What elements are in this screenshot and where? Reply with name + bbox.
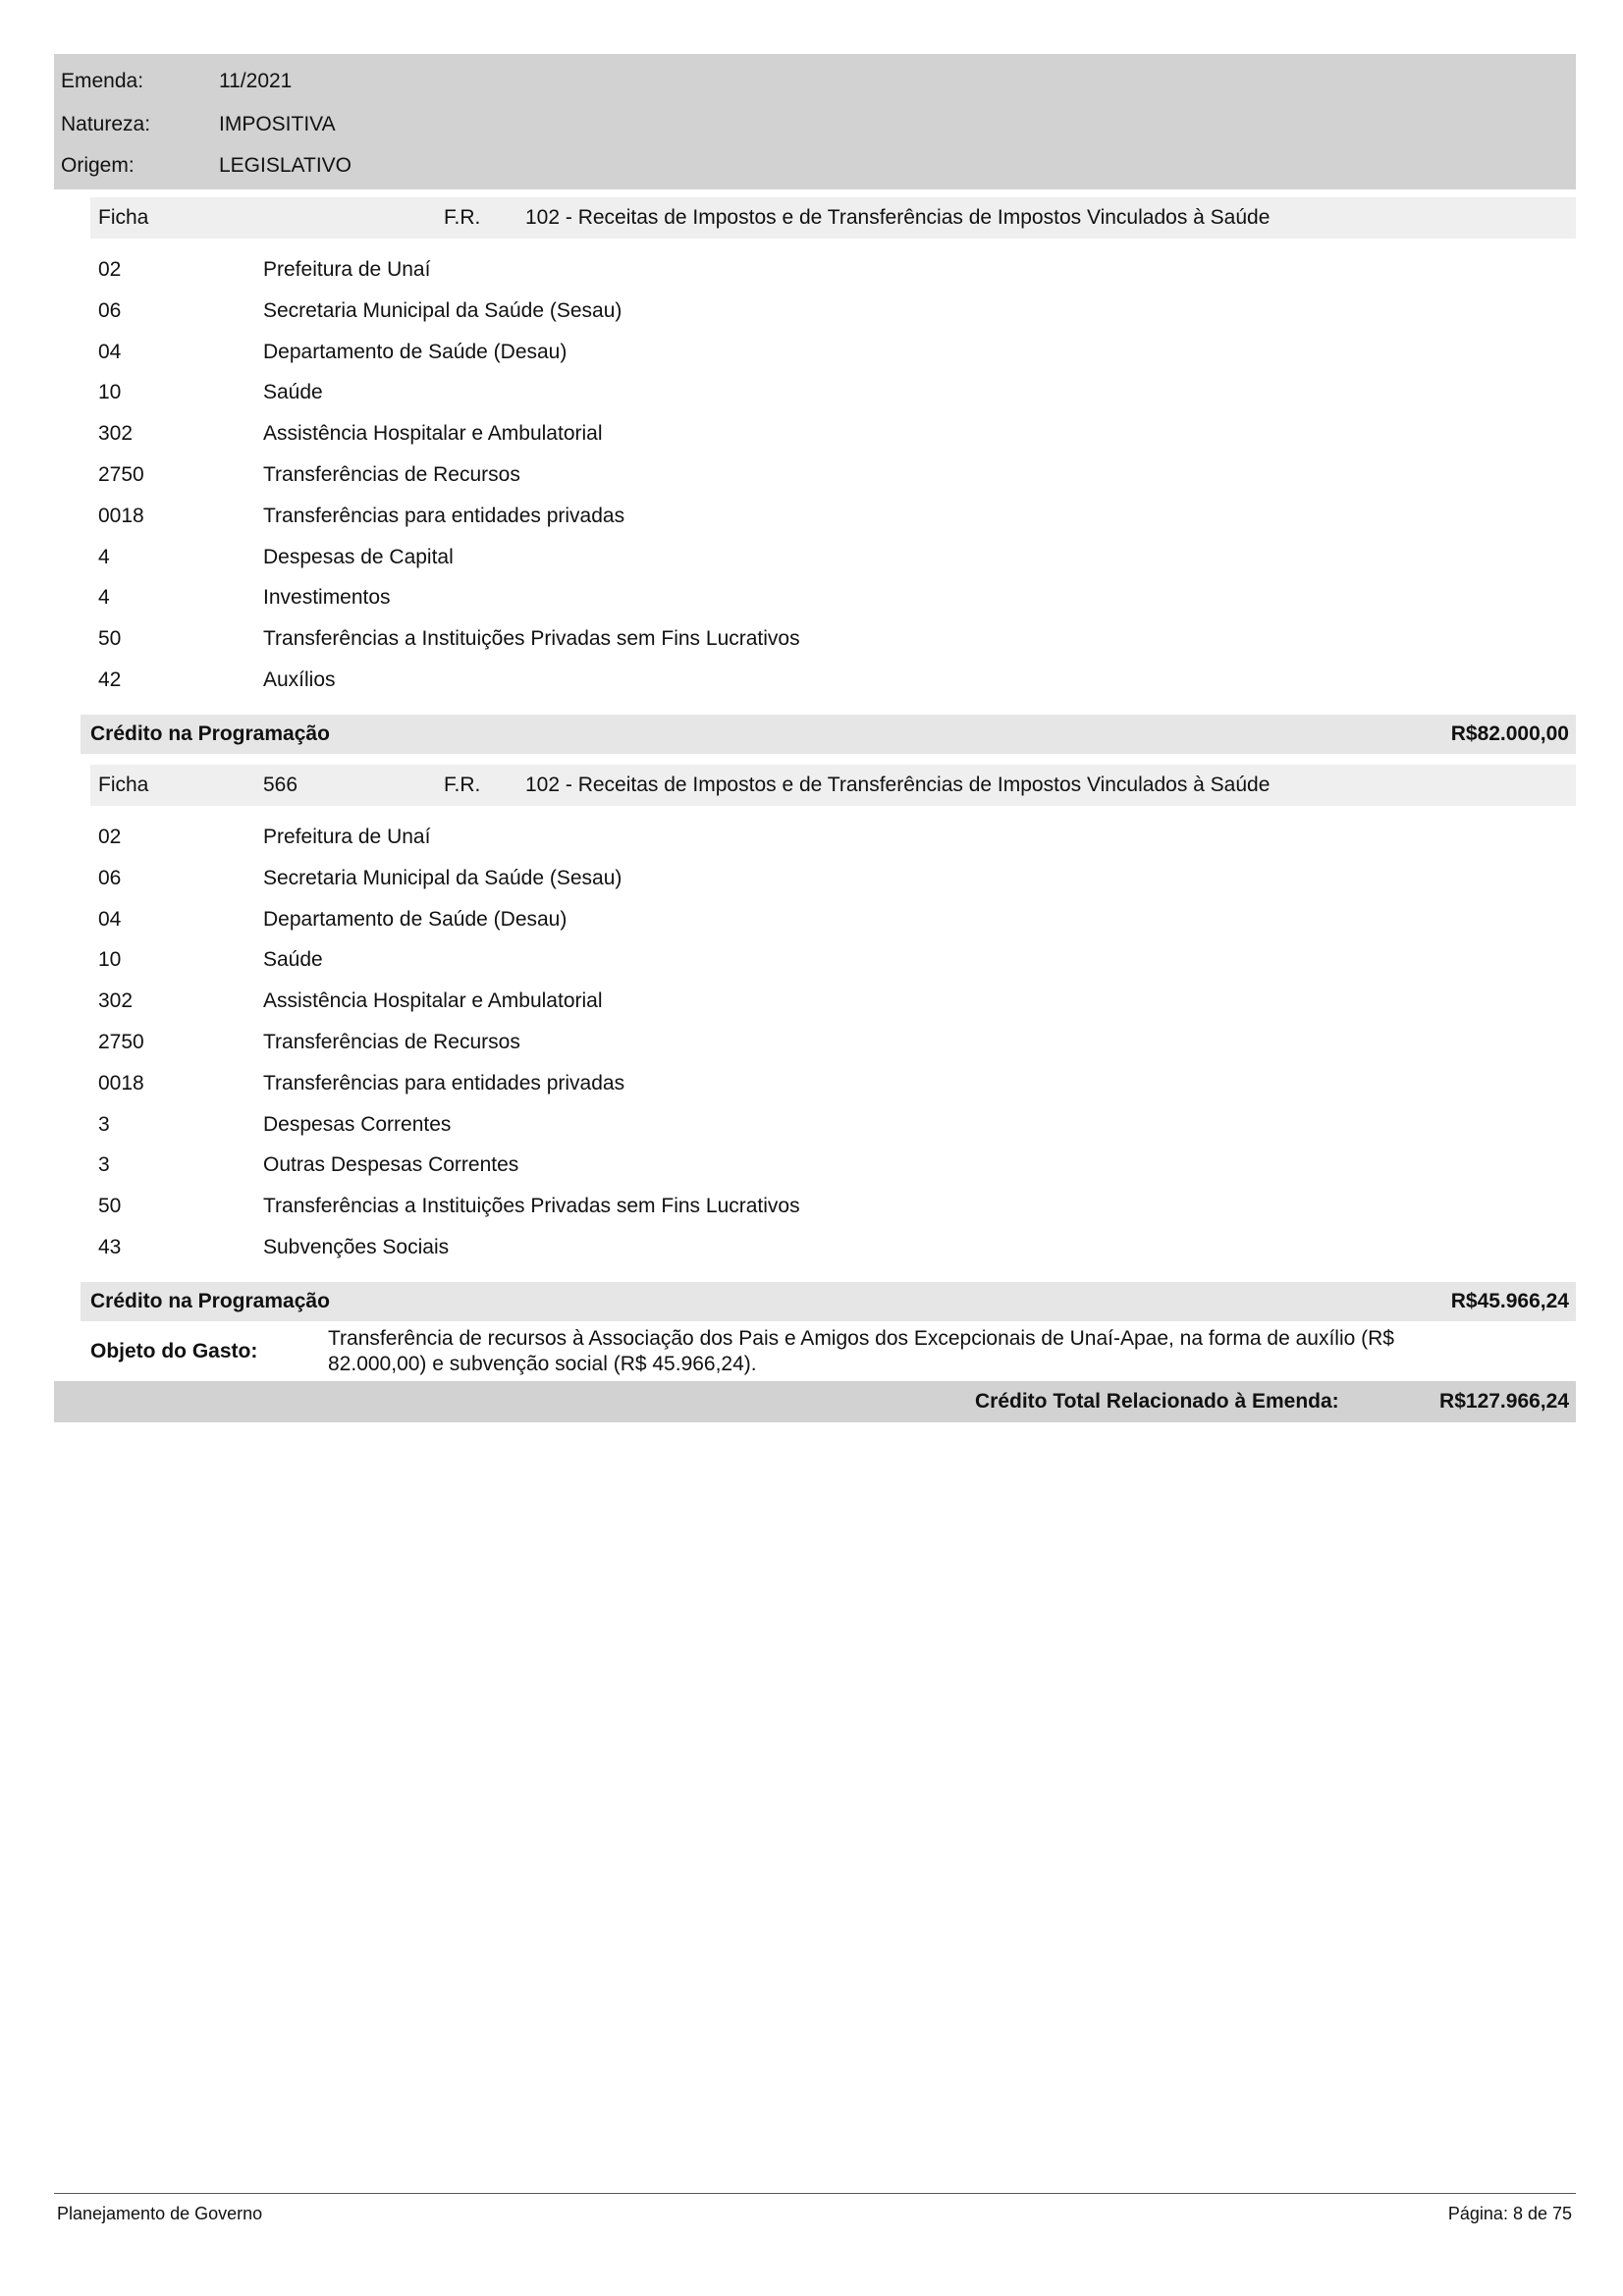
fr-label: F.R. xyxy=(444,774,481,796)
list-item xyxy=(98,899,1473,940)
classification-list xyxy=(98,249,1473,701)
item-code: 2750 xyxy=(98,462,144,486)
fr-value: 102 - Receitas de Impostos e de Transferências de Impostos Vinculados à Saúde xyxy=(525,206,1271,229)
list-item xyxy=(98,1227,1473,1268)
item-code: 06 xyxy=(98,298,122,322)
origem-row xyxy=(61,151,650,181)
credito-programacao-bar xyxy=(81,715,1576,754)
ficha-label: Ficha xyxy=(98,206,149,229)
item-code: 10 xyxy=(98,948,122,972)
list-item xyxy=(98,496,1473,537)
page-number: Página: 8 de 75 xyxy=(1447,2204,1572,2223)
list-item xyxy=(98,577,1473,618)
list-item xyxy=(98,981,1473,1022)
list-item xyxy=(98,1022,1473,1063)
item-desc: Transferências de Recursos xyxy=(263,1030,520,1053)
list-item xyxy=(98,1186,1473,1227)
credito-programacao-bar xyxy=(81,1282,1576,1321)
item-desc: Outras Despesas Correntes xyxy=(263,1153,519,1177)
footer-divider xyxy=(54,2193,1576,2194)
ficha-value: 566 xyxy=(263,774,298,796)
list-item xyxy=(98,332,1473,373)
item-code: 302 xyxy=(98,422,134,446)
list-item xyxy=(98,1063,1473,1104)
list-item xyxy=(98,372,1473,413)
item-code: 42 xyxy=(98,667,122,691)
item-desc: Secretaria Municipal da Saúde (Sesau) xyxy=(263,866,622,889)
emenda-value: 11/2021 xyxy=(219,70,293,92)
objeto-gasto xyxy=(81,1324,1576,1379)
item-desc: Auxílios xyxy=(263,667,336,691)
fr-label: F.R. xyxy=(444,206,481,229)
item-code: 3 xyxy=(98,1153,110,1177)
list-item xyxy=(98,1145,1473,1186)
item-desc: Secretaria Municipal da Saúde (Sesau) xyxy=(263,298,622,322)
ficha-label: Ficha xyxy=(98,774,149,796)
item-code: 04 xyxy=(98,340,122,363)
credito-value: R$82.000,00 xyxy=(1450,722,1569,745)
list-item xyxy=(98,413,1473,454)
credito-value: R$45.966,24 xyxy=(1450,1290,1569,1312)
fr-value: 102 - Receitas de Impostos e de Transferências de Impostos Vinculados à Saúde xyxy=(525,774,1271,796)
origem-label: Origem: xyxy=(61,154,135,177)
origem-value: LEGISLATIVO xyxy=(219,154,352,177)
total-label: Crédito Total Relacionado à Emenda: xyxy=(975,1390,1339,1413)
emenda-header xyxy=(54,54,1576,189)
list-item xyxy=(98,537,1473,578)
item-code: 2750 xyxy=(98,1030,144,1053)
item-desc: Despesas Correntes xyxy=(263,1112,452,1136)
item-code: 02 xyxy=(98,258,122,281)
list-item xyxy=(98,291,1473,332)
list-item xyxy=(98,1104,1473,1146)
item-code: 50 xyxy=(98,627,122,651)
item-code: 02 xyxy=(98,826,122,848)
objeto-text: Transferência de recursos à Associação dos Pais e Amigos dos Excepcionais de Unaí-Apae, na forma de auxílio (R$ 82.000,00) e subvenção social (R$ 45.966,24). xyxy=(328,1327,1394,1375)
item-desc: Assistência Hospitalar e Ambulatorial xyxy=(263,989,603,1013)
emenda-row xyxy=(61,67,650,96)
ficha-bar xyxy=(90,197,1576,239)
total-value: R$127.966,24 xyxy=(1439,1390,1569,1413)
item-desc: Transferências de Recursos xyxy=(263,462,520,486)
item-desc: Departamento de Saúde (Desau) xyxy=(263,340,568,363)
item-desc: Transferências para entidades privadas xyxy=(263,504,625,527)
item-desc: Prefeitura de Unaí xyxy=(263,258,431,281)
item-code: 04 xyxy=(98,907,122,931)
list-item xyxy=(98,454,1473,496)
item-desc: Transferências a Instituições Privadas sem Fins Lucrativos xyxy=(263,627,800,651)
item-desc: Departamento de Saúde (Desau) xyxy=(263,907,568,931)
credito-label: Crédito na Programação xyxy=(90,722,330,745)
list-item xyxy=(98,249,1473,291)
item-desc: Prefeitura de Unaí xyxy=(263,826,431,848)
ficha-bar xyxy=(90,765,1576,806)
list-item xyxy=(98,817,1473,858)
objeto-label: Objeto do Gasto: xyxy=(90,1340,258,1362)
item-code: 4 xyxy=(98,545,110,568)
list-item xyxy=(98,858,1473,899)
item-desc: Despesas de Capital xyxy=(263,545,454,568)
item-desc: Saúde xyxy=(263,948,323,972)
list-item xyxy=(98,618,1473,660)
list-item xyxy=(98,939,1473,981)
item-code: 4 xyxy=(98,586,110,610)
item-code: 3 xyxy=(98,1112,110,1136)
classification-list xyxy=(98,817,1473,1268)
natureza-row xyxy=(61,110,650,139)
item-code: 0018 xyxy=(98,504,144,527)
credito-label: Crédito na Programação xyxy=(90,1290,330,1312)
list-item xyxy=(98,660,1473,701)
item-desc: Transferências para entidades privadas xyxy=(263,1071,625,1095)
item-desc: Subvenções Sociais xyxy=(263,1235,450,1258)
item-desc: Assistência Hospitalar e Ambulatorial xyxy=(263,422,603,446)
item-code: 302 xyxy=(98,989,134,1013)
item-code: 50 xyxy=(98,1195,122,1218)
item-code: 06 xyxy=(98,866,122,889)
item-desc: Investimentos xyxy=(263,586,391,610)
emenda-label: Emenda: xyxy=(61,70,144,92)
item-desc: Saúde xyxy=(263,381,323,404)
natureza-value: IMPOSITIVA xyxy=(219,113,336,135)
item-desc: Transferências a Instituições Privadas sem Fins Lucrativos xyxy=(263,1195,800,1218)
credito-total-bar xyxy=(54,1381,1576,1422)
item-code: 43 xyxy=(98,1235,122,1258)
footer-title: Planejamento de Governo xyxy=(57,2204,263,2223)
item-code: 0018 xyxy=(98,1071,144,1095)
item-code: 10 xyxy=(98,381,122,404)
natureza-label: Natureza: xyxy=(61,113,151,135)
